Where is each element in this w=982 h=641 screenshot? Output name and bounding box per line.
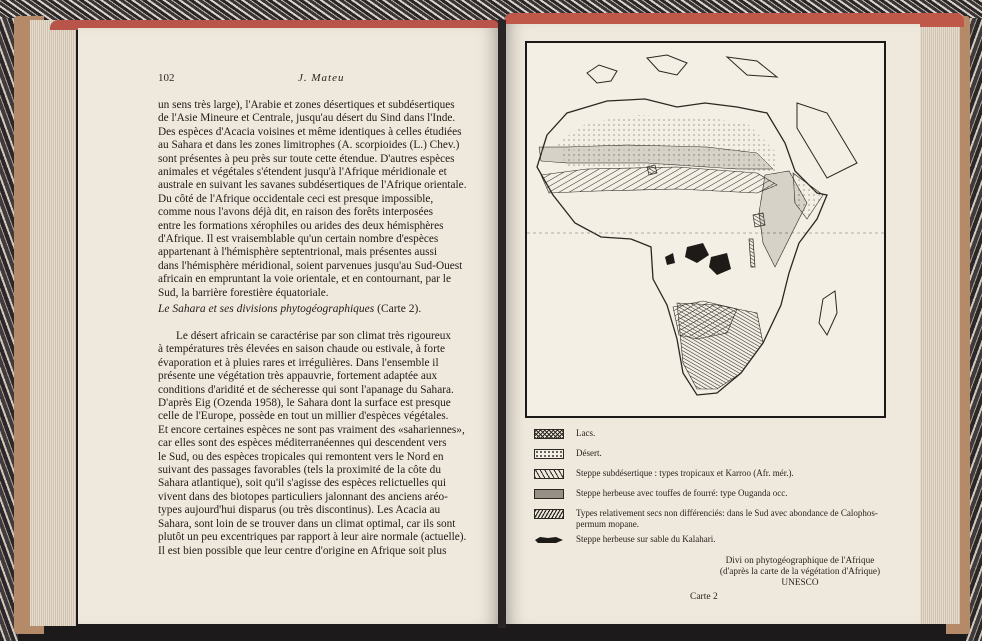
- text-line: d'Afrique. Il est vraisemblable qu'un certain nombre d'espèces: [158, 233, 439, 246]
- europe-coast: [587, 55, 777, 83]
- text-line: entre les formations xérophiles ou arides des deux hémisphères: [158, 219, 444, 232]
- steppe-subdesertique-swatch: [534, 469, 564, 479]
- desert-swatch: [534, 449, 564, 459]
- text-line: Sahara atlantique), soit qu'il s'agisse des espèces relictuelles qui: [158, 477, 446, 490]
- text-line: comme nous l'avons déjà dit, en raison des forêts interposées: [158, 206, 433, 219]
- lake-victoria: [753, 213, 765, 227]
- text-line: Des espèces d'Acacia voisines et même identiques à celles étudiées: [158, 125, 462, 138]
- text-line: appartenant à l'hémisphère septentrional, mais présentes aussi: [158, 246, 438, 259]
- lacs-swatch: [534, 429, 564, 439]
- text-line: D'après Eig (Ozenda 1958), le Sahara dont la surface est presque: [158, 397, 451, 410]
- text-line: Sahara, sont loin de se trouver dans un climat optimal, car ils sont: [158, 517, 456, 530]
- page-edges-right: [918, 18, 960, 624]
- caption-line: Divi on phytogéographique de l'Afrique: [725, 556, 875, 566]
- text-line: car elles sont des espèces méditerranéennes qui descendent vers: [158, 437, 447, 450]
- madagascar: [819, 291, 837, 335]
- text-line: dans l'hémisphère méridional, soient parvenues jusqu'au Sud-Ouest: [158, 259, 463, 272]
- text-line: un sens très large), l'Arabie et zones désertiques et subdésertiques: [158, 99, 455, 111]
- text-line: à températures très élevées en saison chaude ou estivale, à forte: [158, 343, 446, 356]
- page-number: 102: [158, 72, 175, 84]
- text-line: le Sud, ou des espèces tropicales qui remontent vers le Nord en: [158, 450, 444, 463]
- caption-line: UNESCO: [781, 578, 819, 588]
- africa-vegetation-map: [525, 41, 886, 418]
- text-line: Le désert africain se caractérise par son climat très rigoureux: [176, 330, 452, 342]
- text-line: suivant des passages favorables (tels la proximité de la côte du: [158, 464, 441, 477]
- legend-label: Types relativement secs non différenciés: dans le Sud avec abondance de Calophos-permum mopane.: [576, 508, 878, 529]
- legend-label: Steppe herbeuse sur sable du Kalahari.: [576, 534, 716, 544]
- text-line: Et encore certaines espèces ne sont pas vraiment des «sahariennes»,: [158, 423, 465, 436]
- paragraph-1: [158, 99, 474, 300]
- text-line: au Sahara et dans les zones limitrophes (A. scorpioides (L.) Chev.): [158, 139, 460, 152]
- steppe-herbeuse-swatch: [534, 489, 564, 499]
- section-heading-title: Le Sahara et ses divisions phytogéographiques: [158, 303, 375, 315]
- text-line: animales et végétales s'étendent jusqu'à l'Afrique méridionale et: [158, 166, 447, 179]
- text-line: australe en suivant les savanes subdésertiques de l'Afrique orientale.: [158, 179, 467, 192]
- africa-map-drawing: [527, 43, 884, 416]
- legend-label: Steppe subdésertique : types tropicaux et Karroo (Afr. mér.).: [576, 468, 794, 478]
- book-gutter: [498, 20, 506, 628]
- arabia-coast: [797, 103, 857, 178]
- text-line: évaporation et à pluies rares et irrégulières. Dans l'ensemble il: [158, 356, 439, 369]
- kalahari-swatch: [534, 535, 564, 545]
- kalahari-swatch-shape: [534, 535, 564, 545]
- legend-label: Steppe herbeuse avec touffes de fourré: type Ouganda occ.: [576, 488, 788, 498]
- text-line: présente une végétation très appauvrie, fortement adaptée aux: [158, 370, 438, 383]
- running-head-author: J. Mateu: [298, 72, 345, 84]
- caption-line: (d'après la carte de la végétation d'Afrique): [719, 567, 881, 577]
- lake-chad: [647, 165, 657, 175]
- text-line: africain en empruntant la voie orientale, et en contournant, par le: [158, 273, 451, 286]
- section-heading: [158, 303, 474, 315]
- section-heading-ref: (Carte 2).: [377, 303, 422, 315]
- figure-label: Carte 2: [690, 592, 718, 602]
- text-line: sont présentes à peu près sur toute cette étendue. D'autres espèces: [158, 152, 455, 165]
- legend-label: Lacs.: [576, 428, 596, 438]
- map-caption: [700, 556, 900, 589]
- types-non-differencies-swatch: [534, 509, 564, 519]
- text-line: celle de l'Europe, possède en tout un millier d'espèces végétales.: [158, 410, 449, 423]
- legend-label: Désert.: [576, 448, 602, 458]
- text-line: conditions d'aridité et de sécheresse qui sont l'apanage du Sahara.: [158, 383, 454, 396]
- text-line: Du côté de l'Afrique occidentale ceci est presque impossible,: [158, 192, 434, 205]
- text-line: types aujourd'hui disparus (ou très discontinus). Les Acacia au: [158, 504, 441, 517]
- text-line: plutôt un peu excentriques par rapport à leur aire normale (actuelle).: [158, 531, 467, 544]
- text-line: de l'Asie Mineure et Centrale, jusqu'au désert du Sind dans l'Inde.: [158, 112, 456, 125]
- text-line: Sud, la barrière forestière équatoriale.: [158, 286, 329, 299]
- page-edges-left: [30, 20, 76, 626]
- text-line: vivent dans des biotopes particuliers jalonnant des anciens aréo-: [158, 490, 448, 503]
- paragraph-2: [158, 330, 474, 558]
- text-line: Il est bien possible que leur centre d'origine en Afrique soit plus: [158, 544, 447, 557]
